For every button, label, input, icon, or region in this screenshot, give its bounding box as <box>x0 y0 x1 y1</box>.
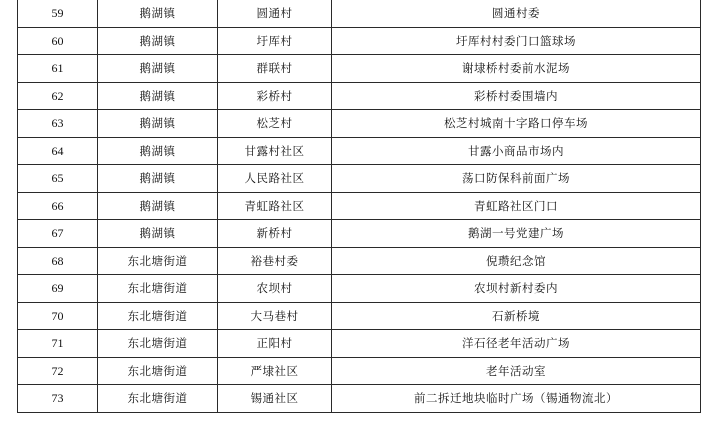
cell-village: 圩厍村 <box>218 27 332 55</box>
table-row <box>18 165 701 193</box>
cell-town: 东北塘街道 <box>98 330 218 358</box>
site-table-body <box>18 0 701 412</box>
cell-village: 人民路社区 <box>218 165 332 193</box>
cell-village: 青虹路社区 <box>218 192 332 220</box>
cell-town: 东北塘街道 <box>98 385 218 413</box>
cell-village: 农坝村 <box>218 275 332 303</box>
cell-number: 68 <box>18 247 98 275</box>
cell-site: 松芝村城南十字路口停车场 <box>332 110 701 138</box>
table-row <box>18 27 701 55</box>
cell-town: 鹅湖镇 <box>98 220 218 248</box>
cell-site: 洋石径老年活动广场 <box>332 330 701 358</box>
cell-site: 前二拆迁地块临时广场（锡通物流北） <box>332 385 701 413</box>
cell-number: 61 <box>18 55 98 83</box>
cell-number: 71 <box>18 330 98 358</box>
cell-village: 正阳村 <box>218 330 332 358</box>
cell-village: 大马巷村 <box>218 302 332 330</box>
cell-town: 鹅湖镇 <box>98 192 218 220</box>
cell-number: 72 <box>18 357 98 385</box>
cell-number: 66 <box>18 192 98 220</box>
cell-number: 60 <box>18 27 98 55</box>
cell-number: 63 <box>18 110 98 138</box>
table-row <box>18 192 701 220</box>
cell-town: 鹅湖镇 <box>98 55 218 83</box>
table-row <box>18 82 701 110</box>
cell-site: 石新桥境 <box>332 302 701 330</box>
cell-town: 鹅湖镇 <box>98 137 218 165</box>
cell-village: 甘露村社区 <box>218 137 332 165</box>
cell-town: 东北塘街道 <box>98 247 218 275</box>
cell-village: 严埭社区 <box>218 357 332 385</box>
table-row <box>18 302 701 330</box>
cell-site: 鹅湖一号党建广场 <box>332 220 701 248</box>
cell-number: 67 <box>18 220 98 248</box>
cell-site: 圩厍村村委门口篮球场 <box>332 27 701 55</box>
cell-number: 64 <box>18 137 98 165</box>
cell-village: 松芝村 <box>218 110 332 138</box>
cell-site: 老年活动室 <box>332 357 701 385</box>
cell-site: 农坝村新村委内 <box>332 275 701 303</box>
cell-town: 鹅湖镇 <box>98 165 218 193</box>
cell-number: 70 <box>18 302 98 330</box>
cell-site: 彩桥村委围墙内 <box>332 82 701 110</box>
cell-site: 甘露小商品市场内 <box>332 137 701 165</box>
cell-number: 59 <box>18 0 98 27</box>
cell-town: 东北塘街道 <box>98 357 218 385</box>
cell-number: 69 <box>18 275 98 303</box>
cell-town: 东北塘街道 <box>98 275 218 303</box>
table-row <box>18 385 701 413</box>
cell-number: 65 <box>18 165 98 193</box>
table-row <box>18 137 701 165</box>
cell-town: 鹅湖镇 <box>98 27 218 55</box>
table-row <box>18 55 701 83</box>
cell-number: 73 <box>18 385 98 413</box>
cell-village: 锡通社区 <box>218 385 332 413</box>
cell-site: 荡口防保科前面广场 <box>332 165 701 193</box>
table-row <box>18 247 701 275</box>
cell-site: 倪瓒纪念馆 <box>332 247 701 275</box>
cell-village: 裕巷村委 <box>218 247 332 275</box>
site-table <box>17 0 701 413</box>
cell-town: 鹅湖镇 <box>98 110 218 138</box>
table-row <box>18 357 701 385</box>
table-row <box>18 275 701 303</box>
cell-number: 62 <box>18 82 98 110</box>
cell-site: 青虹路社区门口 <box>332 192 701 220</box>
cell-site: 谢埭桥村委前水泥场 <box>332 55 701 83</box>
cell-village: 新桥村 <box>218 220 332 248</box>
cell-village: 群联村 <box>218 55 332 83</box>
cell-site: 圆通村委 <box>332 0 701 27</box>
cell-village: 圆通村 <box>218 0 332 27</box>
table-row <box>18 0 701 27</box>
cell-town: 鹅湖镇 <box>98 82 218 110</box>
table-row <box>18 110 701 138</box>
cell-town: 东北塘街道 <box>98 302 218 330</box>
cell-village: 彩桥村 <box>218 82 332 110</box>
table-row <box>18 330 701 358</box>
table-row <box>18 220 701 248</box>
cell-town: 鹅湖镇 <box>98 0 218 27</box>
